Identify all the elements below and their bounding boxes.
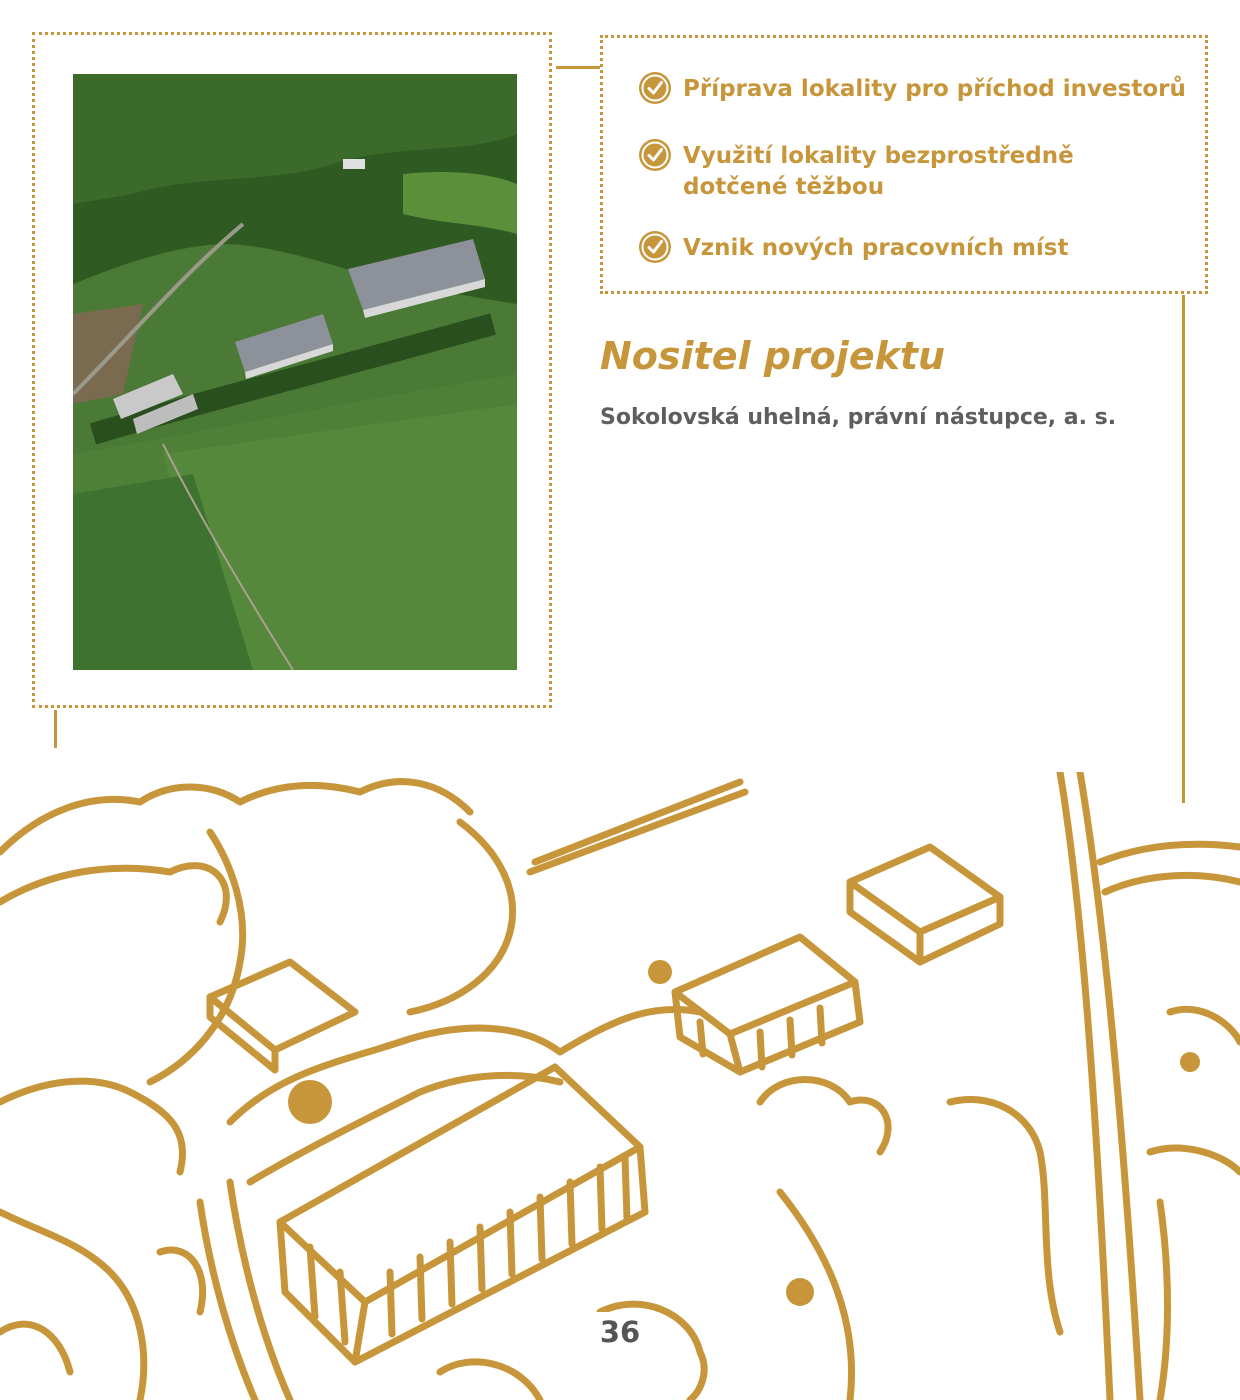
benefit-text: Využití lokality bezprostředně dotčené těžbou <box>683 143 1074 200</box>
benefit-item <box>637 74 1193 106</box>
site-sketch-illustration <box>0 772 1240 1400</box>
connector-line <box>556 66 600 69</box>
photo-frame <box>32 32 552 708</box>
connector-line <box>54 710 57 748</box>
benefit-text: Příprava lokality pro příchod investorů <box>683 76 1186 102</box>
section-title: Nositel projektu <box>600 334 946 378</box>
benefits-box <box>600 35 1208 294</box>
aerial-photo <box>73 74 517 670</box>
check-circle-icon <box>637 229 673 265</box>
check-circle-icon <box>637 137 673 173</box>
benefit-item <box>637 141 1103 203</box>
project-holder: Sokolovská uhelná, právní nástupce, a. s. <box>600 405 1117 430</box>
check-circle-icon <box>637 70 673 106</box>
connector-line <box>1182 295 1185 803</box>
benefit-item <box>637 233 1193 265</box>
benefit-text: Vznik nových pracovních míst <box>683 235 1069 261</box>
page-number: 36 <box>588 1312 652 1356</box>
